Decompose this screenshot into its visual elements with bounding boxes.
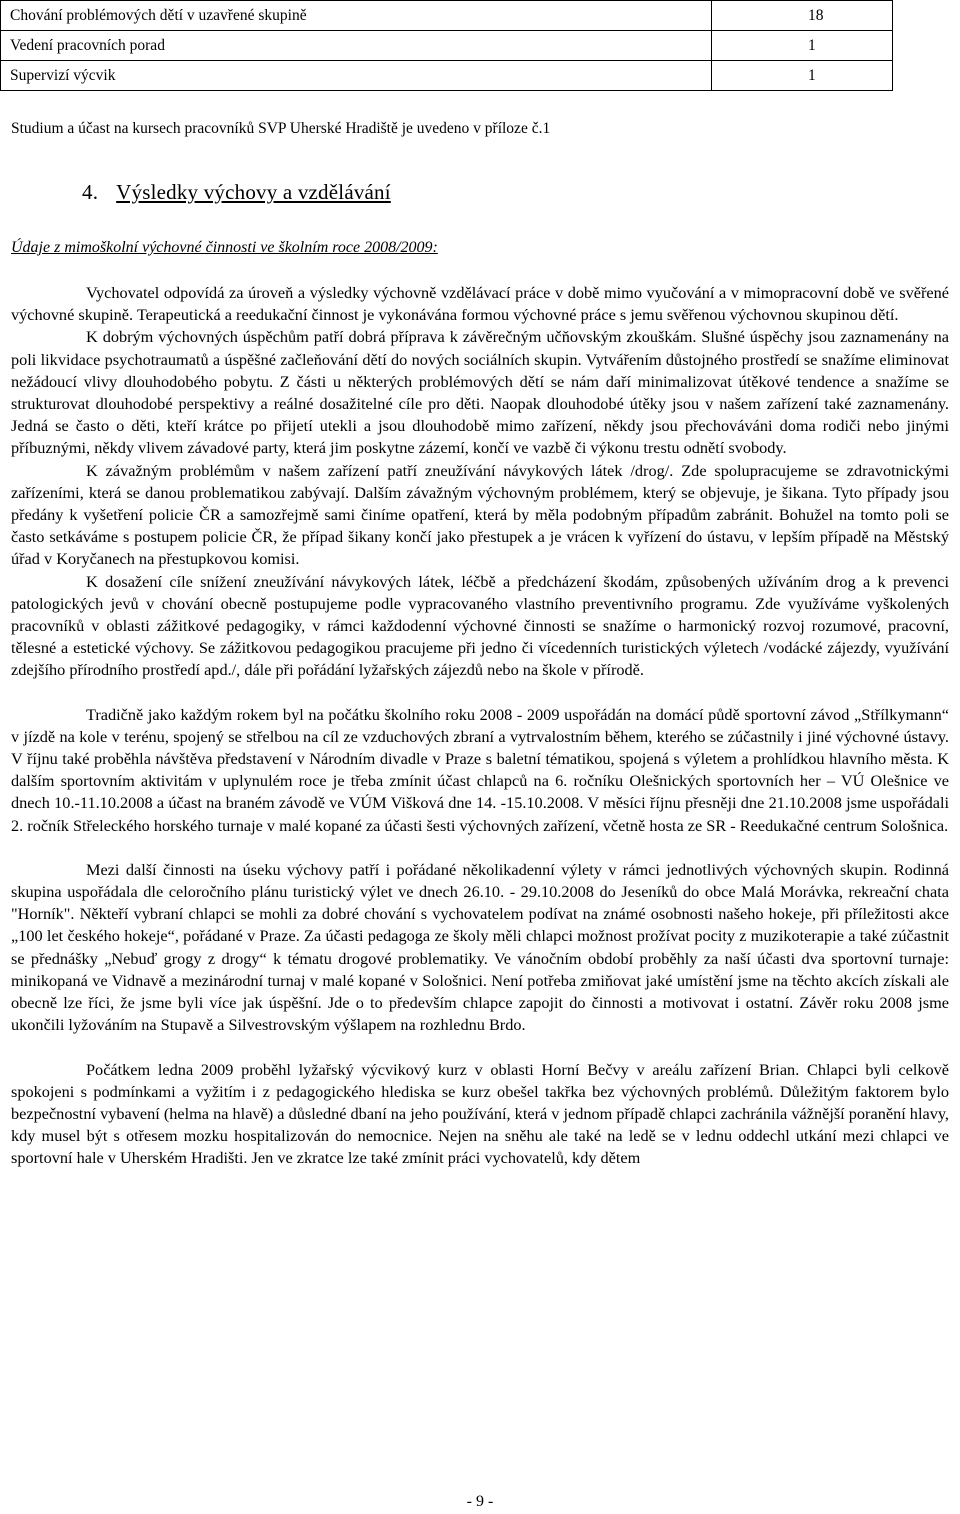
table-cell-value: 1	[712, 61, 893, 91]
table-row	[1, 1, 893, 31]
page-number: - 9 -	[466, 1493, 494, 1510]
paragraph: Tradičně jako každým rokem byl na počátku školního roku 2008 - 2009 uspořádán na domácí půdě sportovní závod „Střílkymann“ v jízdě na kole v terénu, spojený se střelbou na cíl ze vzduchových zbraní a vytrvalostním během, kterého se zúčastnily i jiné výchovné ústavy. V říjnu také proběhla návštěva představení v Národním divadle v Praze s baletní tématikou, spojená s výletem a prohlídkou hlavního města. K dalším sportovním aktivitám v uplynulém roce je třeba zmínit účast chlapců na 6. ročníku Olešnických sportovních her – VÚ Olešnice ve dnech 10.-11.10.2008 a účast na braném závodě ve VÚM Višková dne 14. -15.10.2008. V měsíci říjnu přesněji dne 21.10.2008 jsme uspořádali 2. ročník Střeleckého horského turnaje v malé kopané za účasti šesti výchovných zařízení, včetně hosta ze SR - Reedukačné centrum Sološnica.	[11, 704, 949, 835]
paragraph: Mezi další činnosti na úseku výchovy patří i pořádané několikadenní výlety v rámci jednotlivých výchovných skupin. Rodinná skupina uspořádala dle celoročního plánu turistický výlet ve dnech 26.10. - 29.10.2008 do Jeseníků do obce Malá Morávka, rekreační chata "Horník". Někteří vybraní chlapci se mohli za dobré chování s vychovatelem podívat na známé osobnosti našeho hokeje, při příležitosti akce „100 let českého hokeje“, pořádané v Praze. Za účasti pedagoga ze školy měli chlapci možnost prožívat pocity z muzikoterapie a také zúčastnit se přednášky „Nebuď grogy z drogy“ k tématu drogové problematiky. Ve vánočním období proběhly za naší účasti dva sportovní turnaje: minikopaná ve Vidnavě a mezinárodní turnaj v malé kopané v Sološnici. Není potřeba zmiňovat jaké umístění jsme na těchto akcích získali ale obecně lze říci, že jsme byli více jak úspěšní. Jde o to především chlapce zapojit do činnosti a motivovat i ostatní. Závěr roku 2008 jsme ukončili lyžováním na Stupavě a Silvestrovským výšlapem na rozhlednu Brdo.	[11, 859, 949, 1035]
paragraph: Vychovatel odpovídá za úroveň a výsledky výchovně vzdělávací práce v době mimo vyučování a v mimopracovní době ve svěřené výchovné skupině. Terapeutická a reedukační činnost je vykonávána formou výchovné práce s jemu svěřenou výchovnou skupinou dětí.	[11, 283, 949, 325]
table-cell-label: Chování problémových dětí v uzavřené skupině	[1, 1, 712, 31]
paragraph: K dosažení cíle snížení zneužívání návykových látek, léčbě a předcházení škodám, způsobených užíváním drog a k prevenci patologických jevů v chování obecně postupujeme podle vypracovaného vlastního preventivního programu. Zde využíváme vyškolených pracovníků v oblasti zážitkové pedagogiky, v rámci každodenní výchovné činnosti se snažíme o harmonický rozvoj rozumové, pracovní, tělesné a estetické výchovy. Se zážitkovou pedagogikou pracujeme při jedno či vícedenních turistických výletech /vodácké zájezdy, využívání zdejšího přírodního prostředí apd./, dále při pořádání lyžařských zájezdů nebo na škole v přírodě.	[11, 571, 949, 680]
paragraph: Počátkem ledna 2009 proběhl lyžařský výcvikový kurz v oblasti Horní Bečvy v areálu zařízení Brian. Chlapci byli celkově spokojeni s podmínkami a vyžitím i z pedagogického hlediska se kurz obešel takřka bez výchovných problémů. Důležitým faktorem bylo bezpečnostní vybavení (helma na hlavě) a důsledné dbaní na jeho používání, která v jednom případě chlapci zachránila vážnější poranění hlavy, kdy musel být s otřesem mozku hospitalizován do nemocnice. Nejen na sněhu ale také na ledě se v lednu oddechl utkání mezi chlapci ve sportovní hale v Uherském Hradišti. Jen ve zkratce lze také zmínit práci vychovatelů, kdy dětem	[11, 1059, 949, 1168]
subheading: Údaje z mimoškolní výchovné činnosti ve školním roce 2008/2009:	[11, 239, 438, 256]
table-row	[1, 31, 893, 61]
training-note: Studium a účast na kursech pracovníků SVP Uherské Hradiště je uvedeno v příloze č.1	[11, 120, 551, 137]
section-number: 4.	[82, 180, 99, 204]
summary-table	[0, 0, 893, 91]
table-cell-label: Vedení pracovních porad	[1, 31, 712, 61]
body-text	[11, 282, 949, 1170]
table-row	[1, 61, 893, 91]
table-cell-label: Supervizí výcvik	[1, 61, 712, 91]
section-heading	[82, 180, 391, 205]
paragraph: K závažným problémům v našem zařízení patří zneužívání návykových látek /drog/. Zde spolupracujeme se zdravotnickými zařízeními, která se danou problematikou zabývají. Dalším závažným výchovným problémem, který se objevuje, je šikana. Tyto případy jsou předány k vyšetření policie ČR a samozřejmě sami činíme opatření, která by měla podobným případům zabránit. Bohužel na tomto poli se často setkáváme s postupem policie ČR, že případ šikany končí jako přestupek a je vrácen k vyřízení do ústavu, v lepším případě na Městský úřad v Koryčanech na přestupkovou komisi.	[11, 460, 949, 569]
section-title: Výsledky výchovy a vzdělávání	[116, 180, 391, 204]
paragraph: K dobrým výchovných úspěchům patří dobrá příprava k závěrečným učňovským zkouškám. Slušné úspěchy jsou zaznamenány na poli likvidace psychotraumatů a úspěšné začleňování dětí do nových sociálních skupin. Vytvářením důstojného prostředí se snažíme eliminovat nežádoucí vlivy dlouhodobého pobytu. Z části u některých problémových dětí se nám daří minimalizovat útěkové tendence a snažíme se strukturovat dlouhodobé perspektivy a reálné dosažitelné cíle pro děti. Naopak dlouhodobé útěky jsou v našem zařízení také zaznamenány. Jedná se často o děti, kteří krátce po přijetí utekli a jsou dlouhodobě mimo zařízení, někdy jsou přechováváni doma rodiči nebo jinými příbuznými, někdy vlivem závadové party, která jim poskytne zázemí, končí ve vazbě či výkonu trestu odnětí svobody.	[11, 327, 949, 458]
table-cell-value: 18	[712, 1, 893, 31]
table-cell-value: 1	[712, 31, 893, 61]
